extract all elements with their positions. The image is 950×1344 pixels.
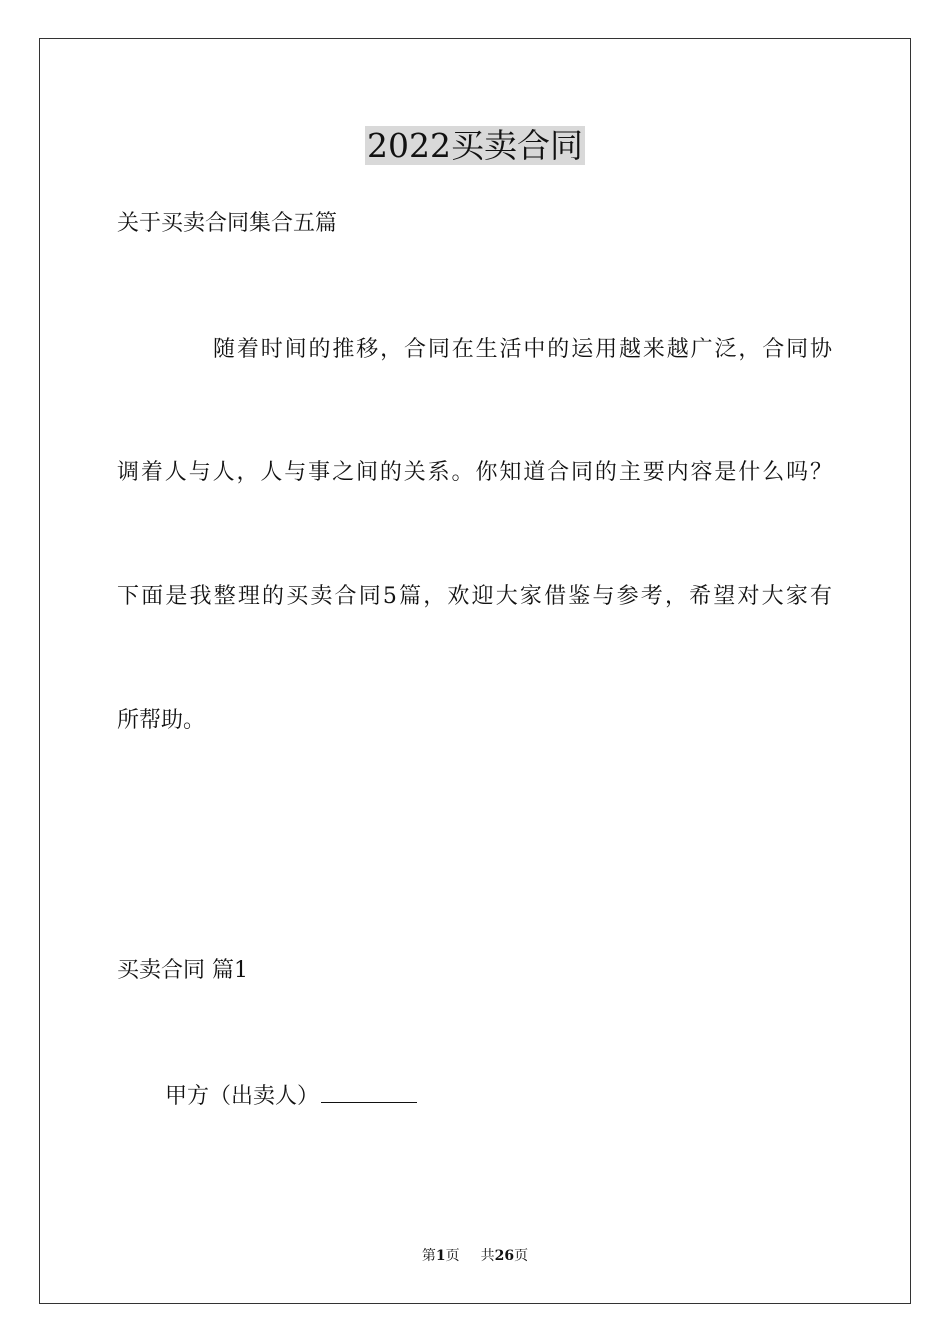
party-a-line	[165, 1080, 417, 1112]
document-title-text: 2022买卖合同	[367, 126, 583, 165]
section-heading: 买卖合同 篇1	[117, 958, 248, 983]
intro-line-2: 调着人与人，人与事之间的关系。你知道合同的主要内容是什么吗？	[117, 460, 832, 485]
footer-page-suffix: 页	[445, 1248, 460, 1264]
page-footer	[0, 1246, 950, 1266]
footer-total-prefix: 共	[480, 1248, 495, 1264]
intro-line-4: 所帮助。	[117, 708, 206, 733]
party-a-label: 甲方（出卖人）	[165, 1084, 320, 1109]
intro-line-1: 随着时间的推移，合同在生活中的运用越来越广泛，合同协	[213, 337, 832, 362]
party-a-blank-field	[321, 1080, 417, 1103]
intro-line-3: 下面是我整理的买卖合同5篇，欢迎大家借鉴与参考，希望对大家有	[117, 584, 832, 609]
footer-page-prefix: 第	[421, 1248, 436, 1264]
footer-current-page: 1	[435, 1248, 446, 1264]
document-title	[0, 124, 950, 168]
document-subtitle: 关于买卖合同集合五篇	[117, 211, 338, 236]
footer-total-pages: 26	[494, 1248, 515, 1264]
footer-total-suffix: 页	[514, 1248, 529, 1264]
